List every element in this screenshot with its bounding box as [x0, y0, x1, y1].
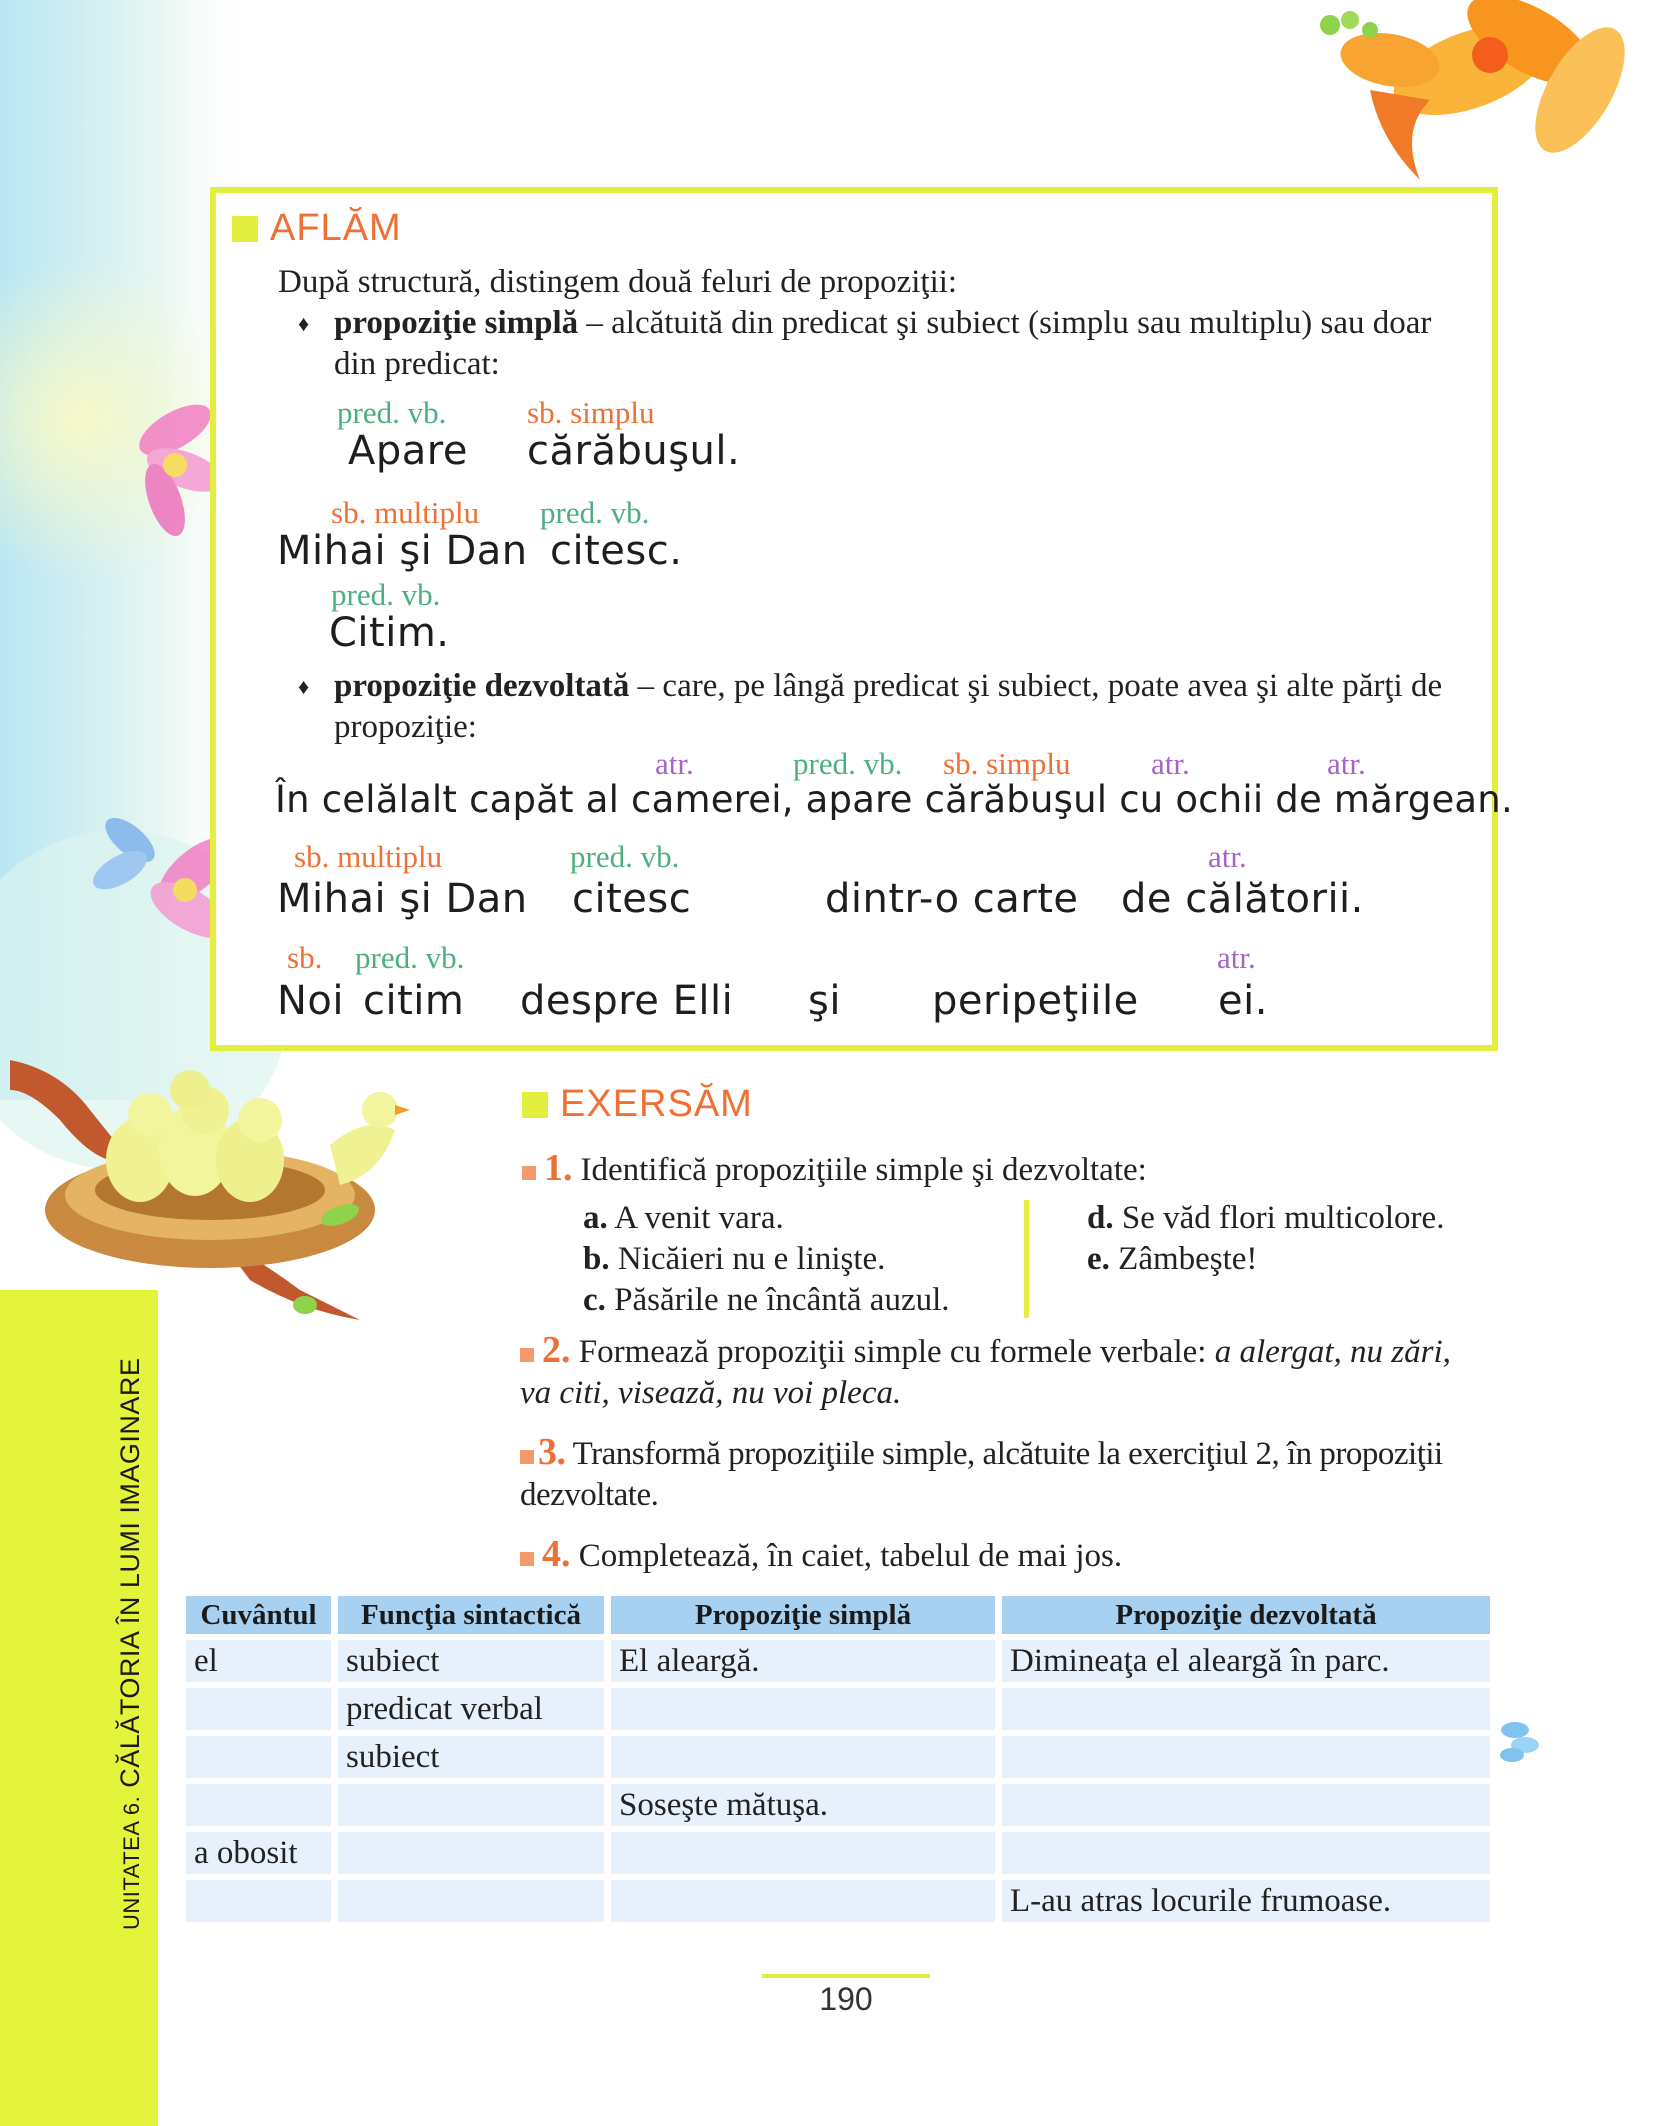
- label-sb-multiplu: sb. multiplu: [294, 839, 443, 874]
- table-row: [186, 1640, 1490, 1682]
- table-cell: Soseşte mătuşa.: [611, 1784, 995, 1826]
- label-atr: atr.: [1327, 746, 1366, 781]
- handwritten-word: peripeţiile: [932, 978, 1139, 1024]
- label-sb-multiplu: sb. multiplu: [331, 495, 480, 530]
- exercise-4: 4. Completează, în caiet, tabelul de mai jos.: [520, 1534, 1122, 1577]
- exercise-1: 1. Identifică propoziţiile simple şi dezvoltate:: [522, 1146, 1147, 1191]
- table-cell: L-au atras locurile frumoase.: [1002, 1880, 1490, 1922]
- table-cell: a obosit: [186, 1832, 331, 1874]
- table-cell: [1002, 1736, 1490, 1778]
- table-cell: El aleargă.: [611, 1640, 995, 1682]
- syntax-table: [179, 1590, 1497, 1928]
- label-pred-vb: pred. vb.: [793, 746, 903, 781]
- table-row: [186, 1784, 1490, 1826]
- list-item: c. Păsările ne încântă auzul.: [583, 1282, 950, 1318]
- column-header: Propoziţie dezvoltată: [1002, 1596, 1490, 1634]
- handwritten-word: Mihai şi Dan: [277, 876, 528, 922]
- table-cell: [186, 1880, 331, 1922]
- label-pred-vb: pred. vb.: [337, 395, 447, 430]
- exercise-square-icon: [520, 1552, 534, 1566]
- learn-heading: AFLĂM: [232, 207, 402, 250]
- list-item: d. Se văd flori multicolore.: [1087, 1200, 1445, 1236]
- exercise-2: 2. Formează propoziţii simple cu formele verbale: a alergat, nu zări, va citi, visează, nu voi pleca.: [520, 1329, 1451, 1411]
- exercise-square-icon: [520, 1348, 534, 1362]
- label-atr: atr.: [1217, 940, 1256, 975]
- label-atr: atr.: [1208, 839, 1247, 874]
- heading-square-icon: [232, 216, 258, 242]
- label-atr: atr.: [1151, 746, 1190, 781]
- table-cell: [611, 1880, 995, 1922]
- label-sb: sb.: [287, 940, 323, 975]
- handwritten-word: despre Elli: [520, 978, 734, 1024]
- table-cell: Dimineaţa el aleargă în parc.: [1002, 1640, 1490, 1682]
- handwritten-word: citesc.: [550, 528, 683, 574]
- table-cell: predicat verbal: [338, 1688, 604, 1730]
- exercise-square-icon: [520, 1450, 534, 1464]
- list-item: b. Nicăieri nu e linişte.: [583, 1241, 886, 1277]
- table-cell: [186, 1736, 331, 1778]
- table-cell: [611, 1688, 995, 1730]
- exercise-square-icon: [522, 1166, 536, 1180]
- label-pred-vb: pred. vb.: [331, 577, 441, 612]
- table-cell: [1002, 1688, 1490, 1730]
- handwritten-word: şi: [808, 978, 841, 1024]
- developed-term: propoziţie dezvoltată: [334, 668, 630, 704]
- exercise-3: 3. Transformă propoziţiile simple, alcătuite la exerciţiul 2, în propoziţii dezvoltate.: [520, 1431, 1443, 1513]
- label-sb-simplu: sb. simplu: [943, 746, 1071, 781]
- table-cell: [611, 1832, 995, 1874]
- simple-definition: propoziţie simplă – alcătuită din predicat şi subiect (simplu sau multiplu) sau doar din predicat:: [334, 305, 1432, 382]
- table-cell: [186, 1784, 331, 1826]
- label-pred-vb: pred. vb.: [540, 495, 650, 530]
- table-cell: [1002, 1832, 1490, 1874]
- diamond-bullet-icon: ♦: [298, 674, 310, 699]
- diamond-bullet-icon: ♦: [298, 311, 310, 336]
- table-cell: [338, 1832, 604, 1874]
- handwritten-word: dintr-o carte: [825, 876, 1079, 922]
- table-cell: [338, 1880, 604, 1922]
- table-cell: [1002, 1784, 1490, 1826]
- column-header: Propoziţie simplă: [611, 1596, 995, 1634]
- page-number-rule: [762, 1974, 930, 1978]
- table-row: [186, 1736, 1490, 1778]
- handwritten-word: cărăbuşul.: [527, 428, 741, 474]
- table-cell: [611, 1736, 995, 1778]
- unit-number: UNITATEA 6.: [119, 1795, 144, 1930]
- practice-heading: EXERSĂM: [522, 1083, 753, 1126]
- table-header-row: [186, 1596, 1490, 1634]
- label-atr: atr.: [655, 746, 694, 781]
- handwritten-sentence: În celălalt capăt al camerei, apare cărăbuşul cu ochii de mărgean.: [275, 778, 1513, 821]
- table-cell: [186, 1688, 331, 1730]
- table-cell: el: [186, 1640, 331, 1682]
- page-number: 190: [819, 1981, 873, 2017]
- handwritten-word: Citim.: [329, 610, 450, 656]
- handwritten-word: Apare: [348, 428, 468, 474]
- handwritten-word: de călătorii.: [1121, 876, 1364, 922]
- unit-title: CĂLĂTORIA ÎN LUMI IMAGINARE: [115, 1357, 145, 1788]
- table-row: [186, 1832, 1490, 1874]
- developed-definition: propoziţie dezvoltată – care, pe lângă predicat şi subiect, poate avea şi alte părţi de propoziţie:: [334, 668, 1443, 745]
- handwritten-word: ei.: [1218, 978, 1268, 1024]
- table-cell: [338, 1784, 604, 1826]
- table-row: [186, 1688, 1490, 1730]
- table-cell: subiect: [338, 1640, 604, 1682]
- table-row: [186, 1880, 1490, 1922]
- handwritten-word: citim: [363, 978, 465, 1024]
- label-pred-vb: pred. vb.: [570, 839, 680, 874]
- list-item: a. A venit vara.: [583, 1200, 784, 1236]
- table-cell: subiect: [338, 1736, 604, 1778]
- learn-intro: După structură, distingem două feluri de propoziţii:: [278, 264, 958, 300]
- column-divider: [1024, 1200, 1029, 1318]
- label-pred-vb: pred. vb.: [355, 940, 465, 975]
- handwritten-word: citesc: [572, 876, 692, 922]
- handwritten-word: Mihai şi Dan: [277, 528, 528, 574]
- handwritten-word: Noi: [277, 978, 345, 1024]
- sidebar-unit-title: [115, 1358, 146, 1930]
- exercise-1-items-right: [1087, 1198, 1444, 1280]
- simple-term: propoziţie simplă: [334, 305, 579, 341]
- column-header: Cuvântul: [186, 1596, 331, 1634]
- list-item: e. Zâmbeşte!: [1087, 1241, 1258, 1277]
- heading-square-icon: [522, 1092, 548, 1118]
- exercise-1-items-left: [583, 1198, 950, 1321]
- column-header: Funcţia sintactică: [338, 1596, 604, 1634]
- label-sb-simplu: sb. simplu: [527, 395, 655, 430]
